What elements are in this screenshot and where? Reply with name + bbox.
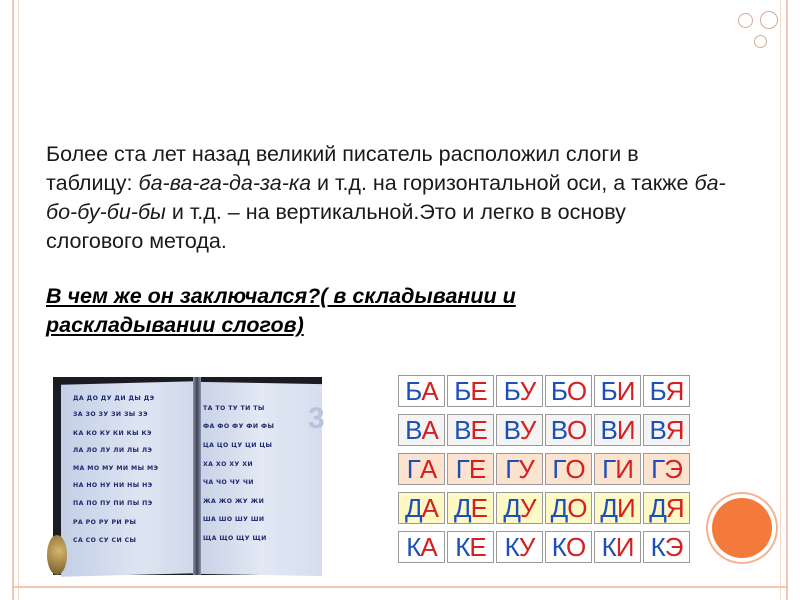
book-left-row: КА КО КУ КИ КЫ КЭ — [73, 429, 152, 437]
book-right-row: ЧА ЧО ЧУ ЧИ — [203, 478, 254, 486]
syllable-consonant: Г — [552, 454, 566, 484]
coin-icon — [47, 535, 67, 575]
syllable-vowel: А — [421, 493, 438, 523]
book-left-row: МА МО МУ МИ МЫ МЭ — [73, 464, 159, 472]
syllable-grid — [398, 375, 694, 568]
question-text: В чем же он заключался?( в складывании и раскладывании слогов) — [46, 284, 516, 337]
syllable-consonant: Б — [550, 376, 567, 406]
syllable-vowel: Е — [469, 532, 486, 562]
syllable-cell — [398, 531, 445, 563]
syllable-cell — [643, 414, 690, 446]
syllable-cell — [496, 492, 543, 524]
syllable-consonant: К — [650, 532, 665, 562]
slide-frame-right — [786, 0, 788, 600]
syllable-consonant: К — [406, 532, 421, 562]
syllable-cell — [643, 492, 690, 524]
syllable-consonant: Г — [651, 454, 665, 484]
syllable-consonant: Д — [454, 493, 471, 523]
syllable-consonant: Б — [405, 376, 422, 406]
syllable-cell — [545, 531, 592, 563]
book-photo — [53, 377, 325, 575]
syllable-cell — [496, 414, 543, 446]
syllable-consonant: Г — [406, 454, 420, 484]
syllable-consonant: Б — [454, 376, 471, 406]
syllable-vowel: Э — [664, 532, 683, 562]
syllable-consonant: В — [405, 415, 422, 445]
syllable-vowel: Э — [664, 454, 682, 484]
book-right-row: ФА ФО ФУ ФИ ФЫ — [203, 423, 275, 431]
book-left-row: РА РО РУ РИ РЫ — [73, 518, 137, 526]
book-right-row: ТА ТО ТУ ТИ ТЫ — [203, 405, 265, 412]
syllable-vowel: О — [567, 493, 587, 523]
syllable-cell — [545, 453, 592, 485]
orange-circle-icon — [712, 498, 772, 558]
book-left-row: СА СО СУ СИ СЫ — [73, 537, 137, 545]
book-page-number-icon: 3 — [308, 402, 325, 435]
book-spine — [193, 377, 201, 575]
syllable-cell — [447, 375, 494, 407]
syllable-consonant: К — [455, 532, 470, 562]
syllable-consonant: Г — [505, 454, 519, 484]
syllable-cell — [447, 492, 494, 524]
syllable-vowel: И — [615, 454, 633, 484]
body-text-part: и т.д. на горизонтальной оси, а также — [311, 171, 695, 195]
body-text-part: и т.д. – на вертикальной.Это и легко в основу слогового метода. — [46, 200, 626, 253]
syllable-vowel: Е — [470, 493, 487, 523]
syllable-vowel: У — [518, 532, 535, 562]
syllable-vowel: О — [566, 376, 587, 406]
slide-frame-right-inner — [780, 0, 781, 600]
syllable-vowel: И — [615, 532, 634, 562]
syllable-vowel: И — [616, 493, 635, 523]
syllable-vowel: А — [420, 532, 437, 562]
syllable-cell — [594, 492, 641, 524]
syllable-cell — [643, 375, 690, 407]
decor-circle-icon — [738, 13, 753, 28]
syllable-consonant: Д — [550, 493, 568, 523]
syllables-vertical: ба-бо-бу-би-бы — [46, 171, 726, 224]
syllable-cell — [545, 375, 592, 407]
syllable-vowel: О — [565, 454, 585, 484]
book-left-row: ПА ПО ПУ ПИ ПЫ ПЭ — [73, 500, 153, 508]
syllable-cell — [594, 414, 641, 446]
syllable-cell — [447, 453, 494, 485]
syllable-cell — [447, 531, 494, 563]
syllable-vowel: О — [565, 532, 586, 562]
syllables-horizontal: ба-ва-га-да-за-ка — [138, 171, 312, 195]
book-right-row: ЩА ЩО ЩУ ЩИ — [203, 534, 267, 542]
syllable-cell — [545, 492, 592, 524]
syllable-vowel: У — [518, 454, 534, 484]
decor-circle-icon — [760, 11, 778, 29]
syllable-consonant: Д — [503, 493, 521, 523]
syllable-consonant: В — [600, 415, 617, 445]
syllable-cell — [643, 453, 690, 485]
syllable-consonant: Б — [649, 376, 666, 406]
syllable-consonant: В — [454, 415, 471, 445]
decor-circle-icon — [754, 35, 767, 48]
syllable-cell — [594, 453, 641, 485]
book-left-row: ЗА ЗО ЗУ ЗИ ЗЫ ЗЭ — [73, 411, 148, 419]
syllable-consonant: Д — [600, 493, 617, 523]
syllable-cell — [496, 453, 543, 485]
syllable-cell — [398, 492, 445, 524]
syllable-vowel: У — [520, 493, 536, 523]
syllable-vowel: И — [616, 376, 635, 406]
book-left-row: ДА ДО ДУ ДИ ДЫ ДЭ — [73, 395, 155, 402]
book-left-row: НА НО НУ НИ НЫ НЭ — [73, 482, 153, 489]
syllable-cell — [398, 375, 445, 407]
syllable-cell — [496, 375, 543, 407]
syllable-cell — [398, 453, 445, 485]
syllable-consonant: Д — [649, 493, 666, 523]
syllable-consonant: В — [649, 415, 666, 445]
syllable-cell — [594, 375, 641, 407]
slide-frame-left — [12, 0, 14, 600]
syllable-cell — [398, 414, 445, 446]
syllable-cell — [496, 531, 543, 563]
syllable-vowel: У — [519, 415, 536, 445]
syllable-cell — [545, 414, 592, 446]
syllable-consonant: К — [551, 532, 566, 562]
book-left-row: ЛА ЛО ЛУ ЛИ ЛЫ ЛЭ — [73, 447, 153, 455]
book-right-row: ЦА ЦО ЦУ ЦИ ЦЫ — [203, 441, 273, 449]
slide-frame-bottom — [12, 586, 788, 588]
syllable-consonant: Д — [405, 493, 422, 523]
syllable-vowel: А — [419, 454, 437, 484]
body-text-part: Более ста лет назад великий писатель расположил слоги в таблицу: — [46, 142, 639, 195]
syllable-cell — [643, 531, 690, 563]
syllable-vowel: Я — [665, 376, 684, 406]
syllable-consonant: В — [550, 415, 568, 445]
syllable-consonant: В — [503, 415, 520, 445]
syllable-cell — [594, 531, 641, 563]
book-right-row: ХА ХО ХУ ХИ — [203, 461, 253, 469]
syllable-vowel: У — [519, 376, 536, 406]
syllable-vowel: О — [567, 415, 587, 445]
syllable-consonant: Б — [503, 376, 520, 406]
book-right-row: ЖА ЖО ЖУ ЖИ — [203, 498, 265, 505]
syllable-consonant: Б — [600, 376, 617, 406]
syllable-consonant: К — [601, 532, 616, 562]
syllable-vowel: Я — [665, 493, 684, 523]
book-right-row: ША ШО ШУ ШИ — [203, 516, 265, 524]
syllable-cell — [447, 414, 494, 446]
syllable-vowel: И — [616, 415, 635, 445]
syllable-consonant: Г — [455, 454, 469, 484]
syllable-vowel: Е — [468, 454, 486, 484]
slide-body-text — [46, 140, 726, 256]
syllable-consonant: Г — [602, 454, 616, 484]
slide-frame-left-inner — [18, 0, 19, 600]
syllable-vowel: Е — [470, 376, 487, 406]
syllable-vowel: Я — [665, 415, 684, 445]
syllable-vowel: А — [421, 415, 438, 445]
syllable-vowel: Е — [470, 415, 487, 445]
syllable-vowel: А — [421, 376, 438, 406]
syllable-consonant: К — [504, 532, 519, 562]
